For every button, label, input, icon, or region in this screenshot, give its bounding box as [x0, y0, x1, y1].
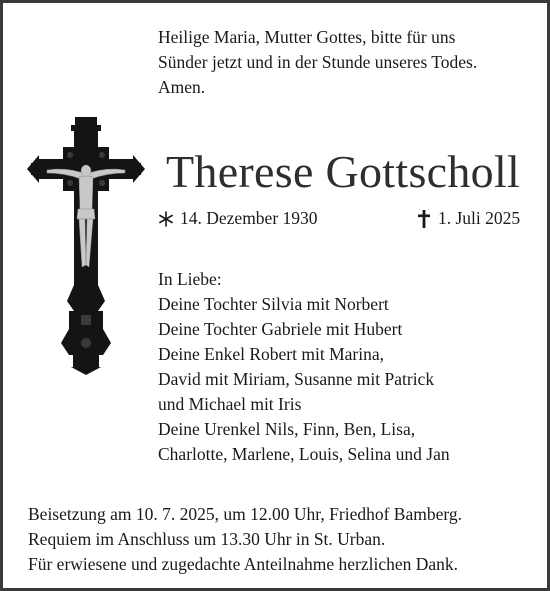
asterisk-star-icon [158, 210, 174, 228]
prayer-line: Amen. [158, 77, 206, 97]
latin-cross-icon [416, 210, 432, 228]
funeral-detail-line: Requiem im Anschluss um 13.30 Uhr in St. Urban. [28, 529, 386, 549]
mourner-line: Deine Enkel Robert mit Marina, [158, 344, 384, 364]
mourners-list [158, 267, 538, 467]
mourner-line: und Michael mit Iris [158, 394, 302, 414]
funeral-details [28, 502, 538, 577]
prayer-line: Sünder jetzt und in der Stunde unseres Todes. [158, 52, 478, 72]
funeral-detail-line: Beisetzung am 10. 7. 2025, um 12.00 Uhr, Friedhof Bamberg. [28, 504, 462, 524]
mourner-line: Deine Tochter Gabriele mit Hubert [158, 319, 403, 339]
mourner-line: David mit Miriam, Susanne mit Patrick [158, 369, 435, 389]
prayer-text [158, 25, 538, 100]
deceased-name: Therese Gottscholl [166, 146, 521, 197]
death-date-text: 1. Juli 2025 [438, 208, 521, 228]
prayer-line: Heilige Maria, Mutter Gottes, bitte für uns [158, 27, 456, 47]
mourners-heading: In Liebe: [158, 269, 222, 289]
birth-date [158, 208, 318, 229]
mourner-line: Deine Tochter Silvia mit Norbert [158, 294, 389, 314]
crucifix-icon [25, 115, 147, 377]
funeral-detail-line: Für erwiesene und zugedachte Anteilnahme herzlichen Dank. [28, 554, 459, 574]
death-date [416, 208, 520, 229]
birth-date-text: 14. Dezember 1930 [180, 208, 318, 228]
mourner-line: Deine Urenkel Nils, Finn, Ben, Lisa, [158, 419, 416, 439]
mourner-line: Charlotte, Marlene, Louis, Selina und Jan [158, 444, 450, 464]
